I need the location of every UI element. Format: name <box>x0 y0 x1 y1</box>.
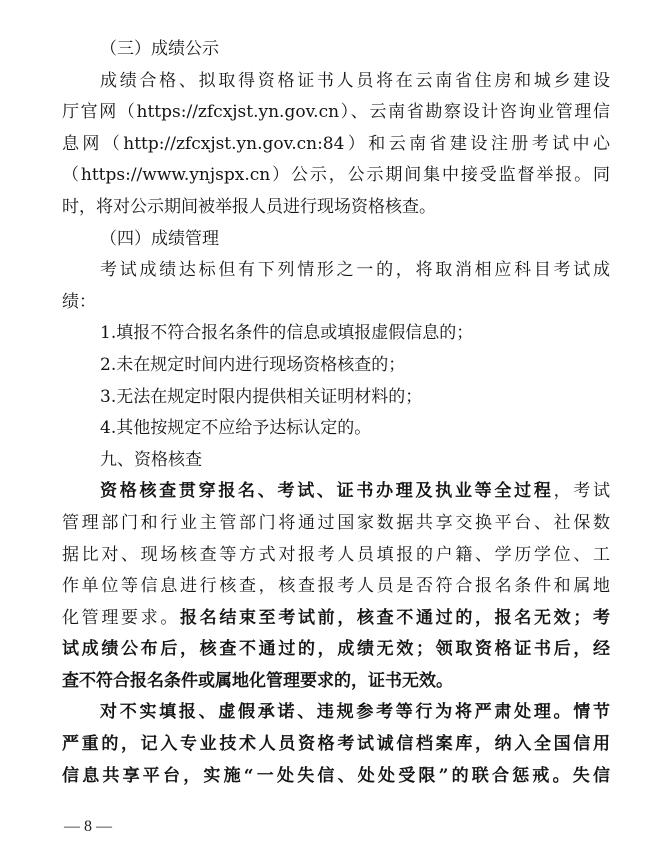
text-segment: ，考试 <box>553 481 611 502</box>
text-segment: 资格核查贯穿报名、考试、证书办理及执业等全过程 <box>100 481 554 502</box>
document-line: 管理部门和行业主管部门将通过国家数据共享交换平台、社保数 <box>62 512 610 533</box>
document-line: 成绩合格、拟取得资格证书人员将在云南省住房和城乡建设 <box>100 70 610 91</box>
document-line: 严重的，记入专业技术人员资格考试诚信档案库，纳入全国信用 <box>62 734 610 755</box>
document-line: 3.无法在规定时限内提供相关证明材料的； <box>100 386 423 407</box>
document-body <box>62 34 610 792</box>
document-line: 据比对、现场核查等方式对报考人员填报的户籍、学历学位、工 <box>62 544 610 565</box>
document-line: 试成绩公布后，核查不通过的，成绩无效；领取资格证书后，经 <box>62 639 610 660</box>
document-line: 信息共享平台，实施“一处失信、处处受限”的联合惩戒。失信 <box>62 765 610 786</box>
document-line: 绩： <box>62 291 96 312</box>
document-line: 息网（http://zfcxjst.yn.gov.cn:84）和云南省建设注册考试中心 <box>62 133 610 154</box>
document-line: 时，将对公示期间被举报人员进行现场资格核查。 <box>62 196 436 217</box>
document-line: （四）成绩管理 <box>100 228 219 249</box>
document-line: （三）成绩公示 <box>100 39 219 59</box>
document-line: 4.其他按规定不应给予达标认定的。 <box>100 418 372 439</box>
document-line: 查不符合报名条件或属地化管理要求的，证书无效。 <box>62 670 453 691</box>
document-line: 作单位等信息进行核查，核查报考人员是否符合报名条件和属地 <box>62 576 610 597</box>
document-line: 1.填报不符合报名条件的信息或填报虚假信息的； <box>100 323 474 344</box>
document-line <box>62 476 610 508</box>
document-line: 对不实填报、虚假承诺、违规参考等行为将严肃处理。情节 <box>100 702 610 723</box>
text-segment: 报名结束至考试前，核查不通过的，报名无效；考 <box>180 607 610 628</box>
document-line: 九、资格核查 <box>100 449 202 470</box>
document-line: 考试成绩达标但有下列情形之一的，将取消相应科目考试成 <box>100 260 610 281</box>
document-line <box>62 603 610 635</box>
document-line: 厅官网（https://zfcxjst.yn.gov.cn）、云南省勘察设计咨询业管理信 <box>62 102 610 123</box>
document-line: （https://www.ynjspx.cn）公示，公示期间集中接受监督举报。同 <box>62 165 610 186</box>
document-line: 2.未在规定时间内进行现场资格核查的； <box>100 354 406 375</box>
page-number: — 8 — <box>64 818 112 835</box>
text-segment: 化管理要求。 <box>62 607 180 628</box>
